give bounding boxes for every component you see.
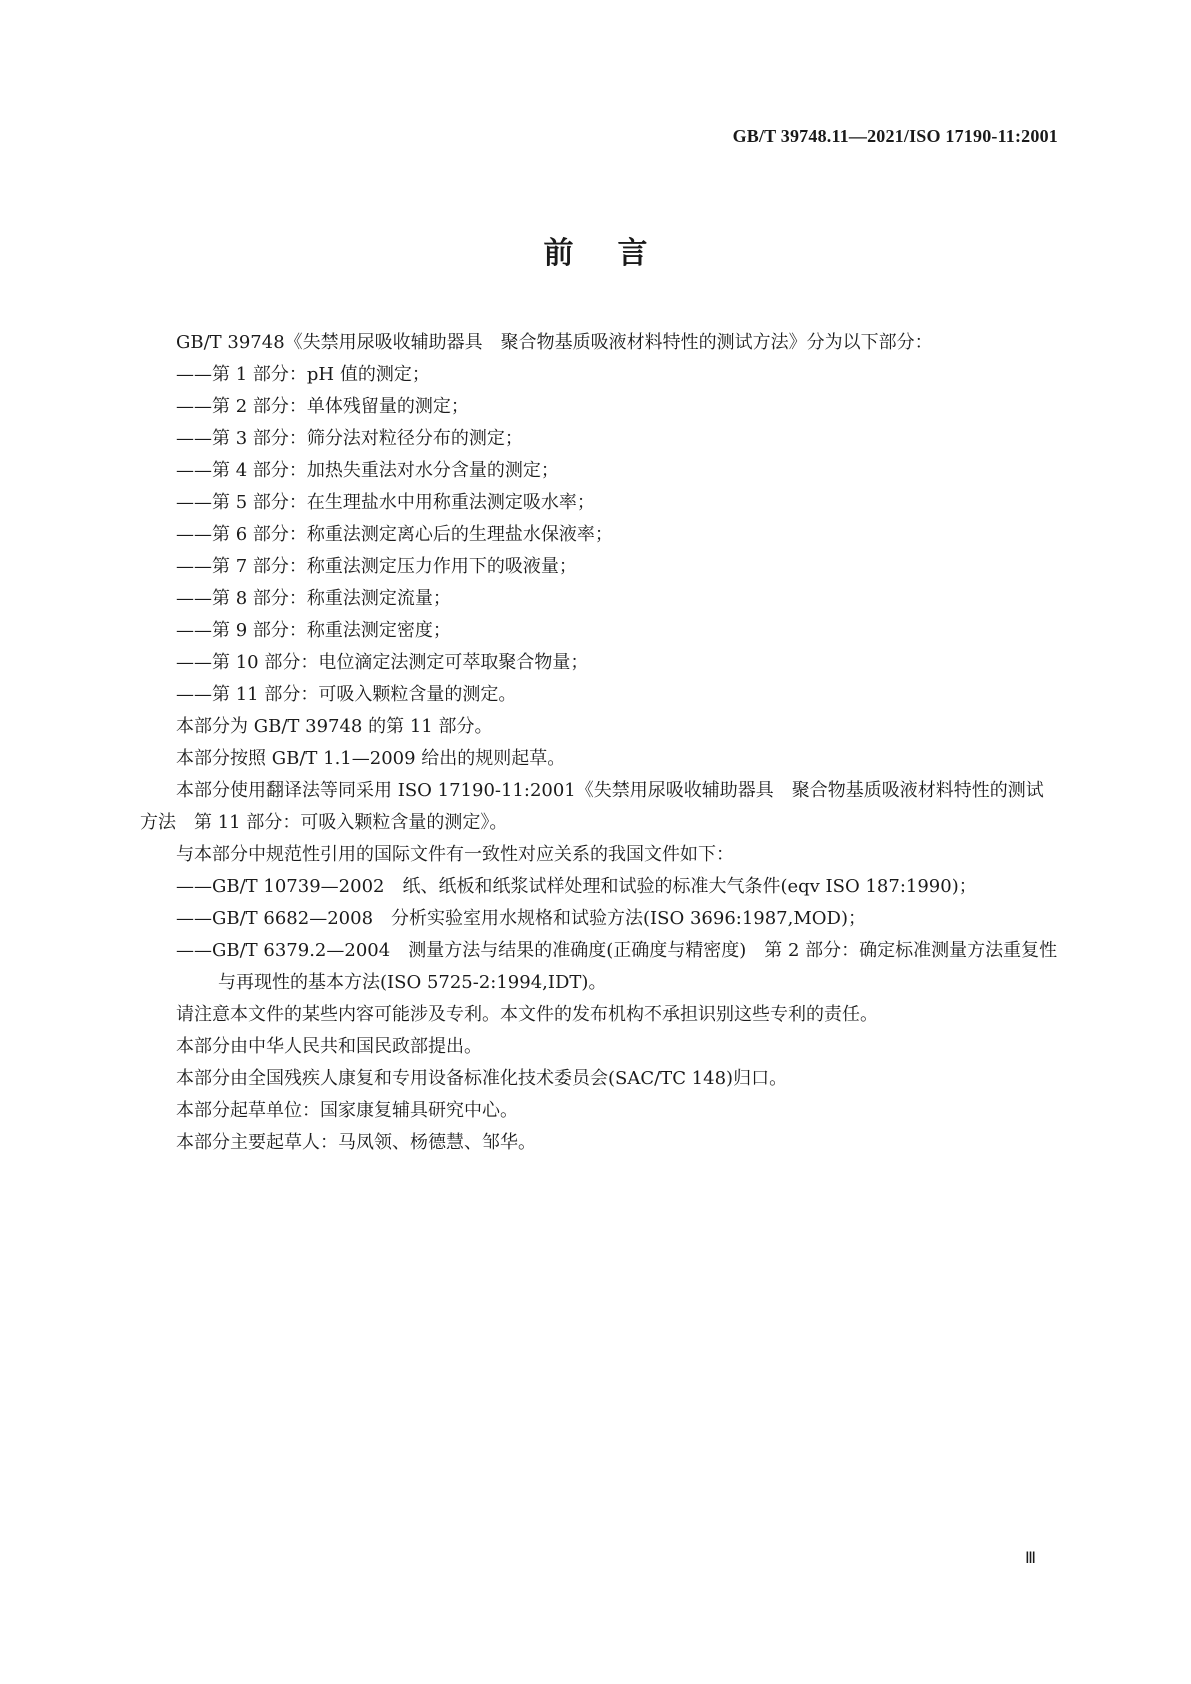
part-item: ——第 3 部分：筛分法对粒径分布的测定； <box>176 428 523 449</box>
patent-paragraph: 请注意本文件的某些内容可能涉及专利。本文件的发布机构不承担识别这些专利的责任。 <box>176 1004 878 1025</box>
drafters-paragraph: 本部分主要起草人：马凤领、杨德慧、邹华。 <box>176 1132 536 1153</box>
part-item: ——第 10 部分：电位滴定法测定可萃取聚合物量； <box>176 652 589 673</box>
page-title: 前言 <box>543 236 692 271</box>
reference-item: ——GB/T 10739—2002 纸、纸板和纸浆试样处理和试验的标准大气条件(eqv ISO 187:1990)； <box>176 876 977 897</box>
foreword-body <box>140 327 1060 1159</box>
reference-item: ——GB/T 6682—2008 分析实验室用水规格和试验方法(ISO 3696:1987,MOD)； <box>176 908 867 929</box>
drafting-unit-paragraph: 本部分起草单位：国家康复辅具研究中心。 <box>176 1100 518 1121</box>
part-of-paragraph: 本部分为 GB/T 39748 的第 11 部分。 <box>176 716 493 737</box>
part-item: ——第 1 部分：pH 值的测定； <box>176 364 430 385</box>
part-item: ——第 11 部分：可吸入颗粒含量的测定。 <box>176 684 517 705</box>
intro-paragraph: GB/T 39748《失禁用尿吸收辅助器具 聚合物基质吸液材料特性的测试方法》分为以下部分： <box>176 332 933 353</box>
part-item: ——第 9 部分：称重法测定密度； <box>176 620 451 641</box>
part-item: ——第 7 部分：称重法测定压力作用下的吸液量； <box>176 556 577 577</box>
drafting-rules-paragraph: 本部分按照 GB/T 1.1—2009 给出的规则起草。 <box>176 748 566 769</box>
part-item: ——第 8 部分：称重法测定流量； <box>176 588 451 609</box>
part-item: ——第 2 部分：单体残留量的测定； <box>176 396 469 417</box>
reference-item: ——GB/T 6379.2—2004 测量方法与结果的准确度(正确度与精密度) 第 2 部分：确定标准测量方法重复性与再现性的基本方法(ISO 5725-2:1994,IDT)。 <box>176 940 1058 993</box>
translation-paragraph: 本部分使用翻译法等同采用 ISO 17190-11:2001《失禁用尿吸收辅助器具 聚合物基质吸液材料特性的测试方法 第 11 部分：可吸入颗粒含量的测定》。 <box>140 780 1044 833</box>
part-item: ——第 5 部分：在生理盐水中用称重法测定吸水率； <box>176 492 595 513</box>
standard-code: GB/T 39748.11—2021/ISO 17190-11:2001 <box>732 126 1058 146</box>
proposed-by-paragraph: 本部分由中华人民共和国民政部提出。 <box>176 1036 482 1057</box>
page-number: Ⅲ <box>1024 1550 1036 1567</box>
correspondence-paragraph: 与本部分中规范性引用的国际文件有一致性对应关系的我国文件如下： <box>176 844 734 865</box>
centralized-paragraph: 本部分由全国残疾人康复和专用设备标准化技术委员会(SAC/TC 148)归口。 <box>176 1068 788 1089</box>
part-item: ——第 4 部分：加热失重法对水分含量的测定； <box>176 460 559 481</box>
part-item: ——第 6 部分：称重法测定离心后的生理盐水保液率； <box>176 524 613 545</box>
